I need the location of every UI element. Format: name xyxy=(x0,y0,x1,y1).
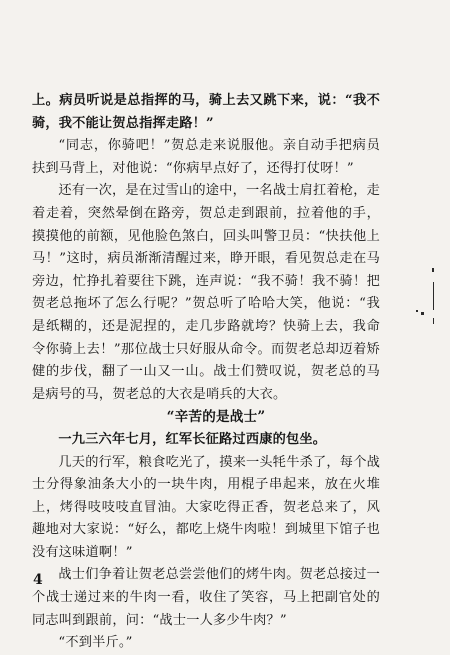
paragraph-persuade: “同志，你骑吧！”贺总走来说服他。亲自动手把病员扶到马背上，对他说：“你病早点好了，还得打仗呀！” xyxy=(32,138,380,176)
paragraph-date: 一九三六年七月，红军长征路过西康的包坐。 xyxy=(58,431,327,447)
body-text xyxy=(32,90,380,655)
section-heading: “辛苦的是战士” xyxy=(166,409,266,426)
scan-speck xyxy=(432,268,434,272)
scan-speck xyxy=(416,310,418,312)
scan-speck xyxy=(433,318,434,324)
paragraph-reply: “不到半斤。” xyxy=(58,635,133,651)
page-number: 4 xyxy=(33,572,43,588)
scan-speck xyxy=(433,282,434,310)
scan-speck xyxy=(421,312,424,315)
paragraph-soldiers-offer: 战士们争着让贺老总尝尝他们的烤牛肉。贺老总接过一个战士递过来的牛肉一看，收住了笑容，马上把副官处的同志叫到跟前，问：“战士一人多少牛肉？” xyxy=(32,567,380,628)
paragraph-continued: 上。病员听说是总指挥的马，骑上去又跳下来，说：“我不骑，我不能让贺总指挥走路！” xyxy=(32,93,380,131)
paragraph-snow-mountain: 还有一次，是在过雪山的途中，一名战士肩扛着枪，走着走着，突然晕倒在路旁，贺总走到跟前，拉着他的手，摸摸他的前额，见他脸色煞白，回头叫警卫员：“快扶他上马！”这时，病员渐渐清醒过来，睁开眼，看见贺总走在马旁边，忙挣扎着要往下跳，连声说：“我不骑！我不骑！把贺老总拖坏了怎么行呢？”贺总听了哈哈大笑，他说：“我是纸糊的，还是泥捏的，走几步路就垮？快骑上去，我命令你骑上去！”那位战士只好服从命令。而贺老总却迈着矫健的步伐，翻了一山又一山。战士们赞叹说，贺老总的马是病号的马，贺老总的大衣是哨兵的大衣。 xyxy=(32,183,380,402)
paragraph-yak-meat: 几天的行军，粮食吃光了，摸来一头牦牛杀了，每个战士分得象油条大小的一块牛肉，用棍子串起来，放在火堆上，烤得吱吱吱直冒油。大家吃得正香，贺老总来了，风趣地对大家说：“好么，都吃上烧牛肉啦！到城里下馆子也没有这味道啊！” xyxy=(32,454,380,560)
